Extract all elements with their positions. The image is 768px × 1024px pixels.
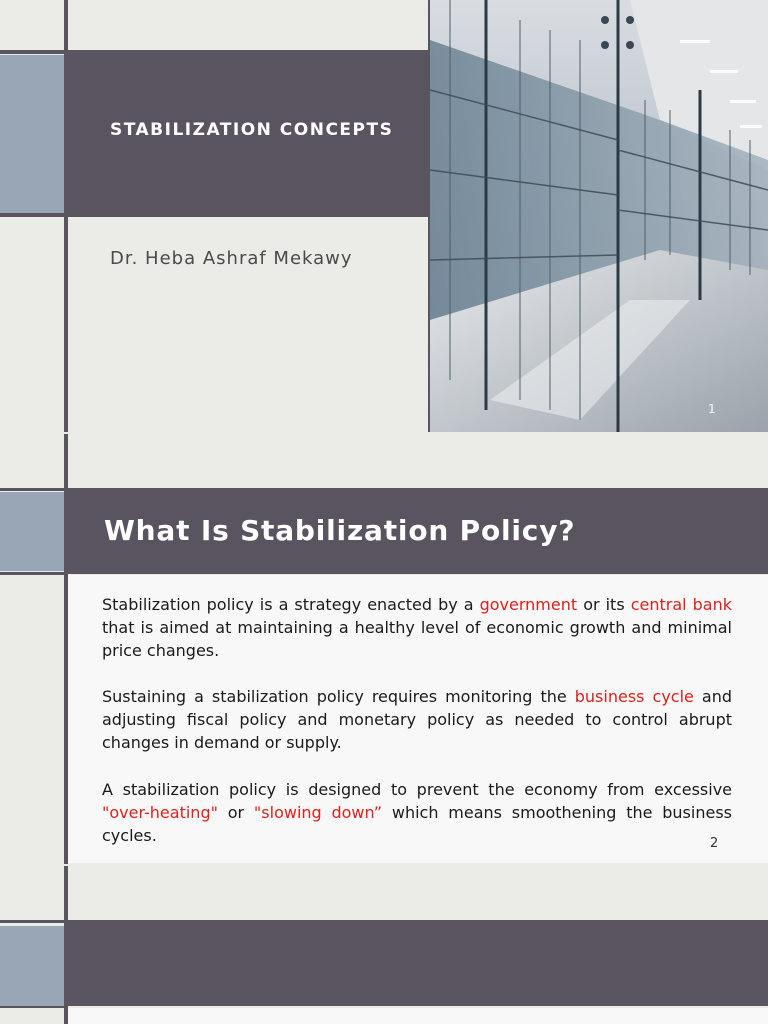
text-run: Stabilization policy is a strategy enacted by a [102, 595, 480, 614]
slide-number: 1 [708, 402, 716, 416]
text-run: and adjusting fiscal policy and monetary policy as needed to control abrupt changes in demand or supply. [102, 687, 733, 752]
accent-block [0, 55, 64, 213]
highlight-term: government [479, 595, 578, 614]
title-bar [68, 922, 768, 1006]
paragraph-3 [102, 778, 732, 847]
glass-corridor-photo [430, 0, 768, 432]
text-run: A stabilization policy is designed to prevent the economy from excessive [102, 780, 732, 799]
highlight-term: business cycle [574, 687, 694, 706]
highlight-term: "over-heating" [102, 803, 218, 822]
slide-number: 2 [710, 836, 719, 851]
content-area [68, 1008, 768, 1024]
highlight-term: "slowing down” [253, 803, 383, 822]
slide-title: What Is Stabilization Policy? [104, 514, 576, 547]
text-run: Sustaining a stabilization policy requires monitoring the [102, 687, 575, 706]
slide-title: STABILIZATION CONCEPTS [110, 120, 394, 140]
text-run: or its [577, 595, 631, 614]
highlight-term: central bank [630, 595, 732, 614]
accent-block [0, 926, 64, 1006]
paragraph-2 [102, 685, 732, 754]
text-run: which means smoothening the business cycles. [102, 803, 732, 845]
author-name: Dr. Heba Ashraf Mekawy [110, 248, 353, 269]
accent-block [0, 492, 64, 571]
text-run: that is aimed at maintaining a healthy level of economic growth and minimal price changes. [102, 618, 732, 660]
paragraph-1 [102, 593, 732, 662]
text-run: or [217, 803, 254, 822]
horizontal-divider [0, 572, 68, 575]
